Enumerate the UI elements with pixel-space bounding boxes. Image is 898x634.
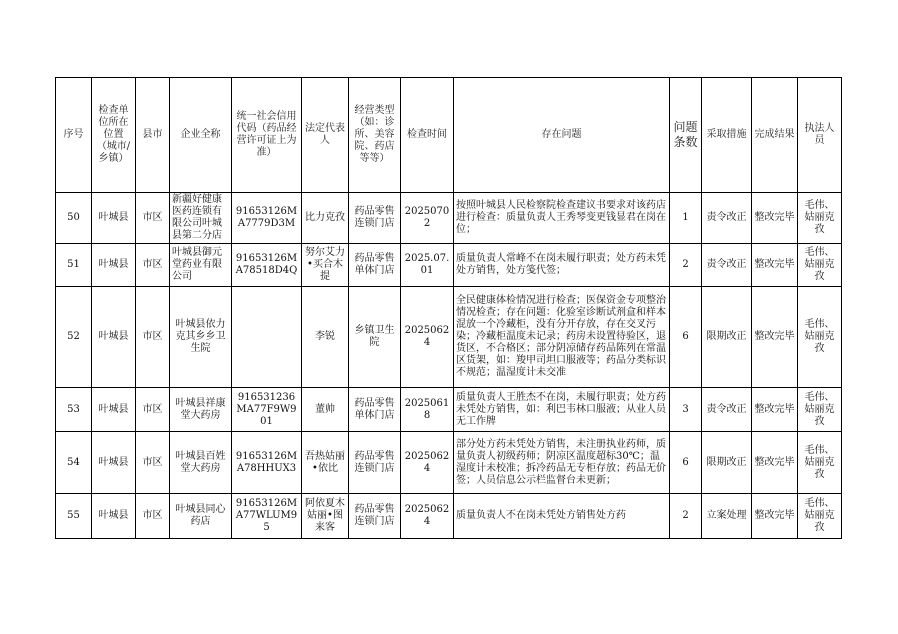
- cell-business-type: 药品零售连锁门店: [349, 494, 401, 539]
- cell-result: 整改完毕: [752, 494, 798, 539]
- header-issue: 存在问题: [454, 78, 670, 193]
- cell-measure: 限期改正: [702, 432, 752, 494]
- cell-count: 6: [670, 432, 702, 494]
- cell-legal-rep: 吾热姑丽•依比: [302, 432, 349, 494]
- cell-unit: 叶城县: [92, 193, 136, 244]
- cell-result: 整改完毕: [752, 388, 798, 432]
- cell-count: 3: [670, 388, 702, 432]
- cell-credit-code: 91653126MA77WLUM95: [232, 494, 302, 539]
- table-row: [56, 193, 842, 244]
- cell-business-type: 药品零售连锁门店: [349, 193, 401, 244]
- cell-seq: 51: [56, 244, 92, 287]
- cell-result: 整改完毕: [752, 432, 798, 494]
- cell-officer: 毛伟、姑丽克孜: [798, 244, 842, 287]
- cell-officer: 毛伟、姑丽克孜: [798, 287, 842, 388]
- cell-county: 市区: [136, 287, 170, 388]
- cell-business-type: 药品零售连锁门店: [349, 432, 401, 494]
- cell-result: 整改完毕: [752, 193, 798, 244]
- cell-county: 市区: [136, 494, 170, 539]
- cell-legal-rep: 比力克孜: [302, 193, 349, 244]
- cell-officer: 毛伟、姑丽克孜: [798, 193, 842, 244]
- cell-county: 市区: [136, 432, 170, 494]
- cell-credit-code: [232, 287, 302, 388]
- cell-count: 2: [670, 494, 702, 539]
- cell-issue: 部分处方药未凭处方销售，未注册执业药师，质量负责人初级药师；阴凉区温度超标30℃；温湿度计未校准；拆冷药品无专柜存放；药品无价签；人员信息公示栏监督台未更新；: [454, 432, 670, 494]
- cell-date: 2025.07.01: [401, 244, 454, 287]
- cell-count: 6: [670, 287, 702, 388]
- cell-result: 整改完毕: [752, 244, 798, 287]
- header-legal-rep: 法定代表人: [302, 78, 349, 193]
- cell-officer: 毛伟、姑丽克孜: [798, 388, 842, 432]
- header-date: 检查时间: [401, 78, 454, 193]
- cell-measure: 责令改正: [702, 193, 752, 244]
- cell-company: 叶城县同心药店: [170, 494, 232, 539]
- cell-county: 市区: [136, 244, 170, 287]
- cell-legal-rep: 阿依夏木姑丽•图来客: [302, 494, 349, 539]
- cell-company: 叶城县御元堂药业有限公司: [170, 244, 232, 287]
- header-row: [56, 78, 842, 193]
- cell-measure: 责令改正: [702, 244, 752, 287]
- cell-issue: 质量负责人不在岗未凭处方销售处方药: [454, 494, 670, 539]
- cell-date: 20250624: [401, 287, 454, 388]
- cell-issue: 按照叶城县人民检察院检查建议书要求对该药店进行检查：质量负责人王秀琴变更钱显君在岗在位；: [454, 193, 670, 244]
- cell-officer: 毛伟、姑丽克孜: [798, 494, 842, 539]
- cell-legal-rep: 李锐: [302, 287, 349, 388]
- header-company: 企业全称: [170, 78, 232, 193]
- header-count: 问题条数: [670, 78, 702, 193]
- cell-legal-rep: 董帅: [302, 388, 349, 432]
- header-credit-code: 统一社会信用代码（药品经营许可证上为准）: [232, 78, 302, 193]
- cell-unit: 叶城县: [92, 432, 136, 494]
- cell-measure: 责令改正: [702, 388, 752, 432]
- header-officer: 执法人员: [798, 78, 842, 193]
- cell-business-type: 药品零售单体门店: [349, 388, 401, 432]
- header-unit: 检查单位所在位置（城市/乡镇）: [92, 78, 136, 193]
- cell-company: 叶城县祥康堂大药房: [170, 388, 232, 432]
- table-row: [56, 287, 842, 388]
- cell-date: 20250624: [401, 432, 454, 494]
- cell-unit: 叶城县: [92, 494, 136, 539]
- cell-seq: 52: [56, 287, 92, 388]
- cell-unit: 叶城县: [92, 287, 136, 388]
- cell-count: 2: [670, 244, 702, 287]
- inspection-table: [55, 77, 842, 539]
- cell-seq: 54: [56, 432, 92, 494]
- cell-date: 20250618: [401, 388, 454, 432]
- cell-measure: 限期改正: [702, 287, 752, 388]
- table-row: [56, 244, 842, 287]
- header-seq: 序号: [56, 78, 92, 193]
- cell-seq: 50: [56, 193, 92, 244]
- cell-measure: 立案处理: [702, 494, 752, 539]
- header-county: 县市: [136, 78, 170, 193]
- cell-company: 叶城县依力克其乡乡卫生院: [170, 287, 232, 388]
- header-measure: 采取措施: [702, 78, 752, 193]
- header-business-type: 经营类型（如：诊所、美容院、药店等等）: [349, 78, 401, 193]
- cell-legal-rep: 努尔艾力•买合木提: [302, 244, 349, 287]
- cell-issue: 质量负责人王胜杰不在岗，未履行职责；处方药未凭处方销售，如：利巴韦林口服液；从业人员无工作牌: [454, 388, 670, 432]
- cell-company: 新疆好健康医药连锁有限公司叶城县第二分店: [170, 193, 232, 244]
- cell-business-type: 药品零售单体门店: [349, 244, 401, 287]
- cell-count: 1: [670, 193, 702, 244]
- cell-seq: 53: [56, 388, 92, 432]
- cell-date: 20250702: [401, 193, 454, 244]
- cell-credit-code: 91653126MA7779D3M: [232, 193, 302, 244]
- cell-unit: 叶城县: [92, 388, 136, 432]
- cell-business-type: 乡镇卫生院: [349, 287, 401, 388]
- cell-date: 20250624: [401, 494, 454, 539]
- cell-county: 市区: [136, 388, 170, 432]
- table-row: [56, 494, 842, 539]
- cell-unit: 叶城县: [92, 244, 136, 287]
- cell-issue: 质量负责人常峰不在岗未履行职责；处方药未凭处方销售，处方笺代签；: [454, 244, 670, 287]
- cell-credit-code: 916531236MA77F9W901: [232, 388, 302, 432]
- table-row: [56, 388, 842, 432]
- table-row: [56, 432, 842, 494]
- cell-issue: 全民健康体检情况进行检查；医保资金专项整治情况检查；存在问题：化验室诊断试剂盒和样本混放一个冷藏柜，没有分开存放，存在交叉污染；冷藏柜温度未记录；药房未设置待验区，退货区，不合格区；部分阴凉储存药品陈列在常温区货架，如：羧甲司坦口服液等；药品分类标识不规范；温湿度计未交准: [454, 287, 670, 388]
- header-result: 完成结果: [752, 78, 798, 193]
- cell-officer: 毛伟、姑丽克孜: [798, 432, 842, 494]
- cell-credit-code: 91653126MA78518D4Q: [232, 244, 302, 287]
- cell-company: 叶城县百姓堂大药房: [170, 432, 232, 494]
- cell-credit-code: 91653126MA78HHUX3: [232, 432, 302, 494]
- cell-result: 整改完毕: [752, 287, 798, 388]
- cell-seq: 55: [56, 494, 92, 539]
- cell-county: 市区: [136, 193, 170, 244]
